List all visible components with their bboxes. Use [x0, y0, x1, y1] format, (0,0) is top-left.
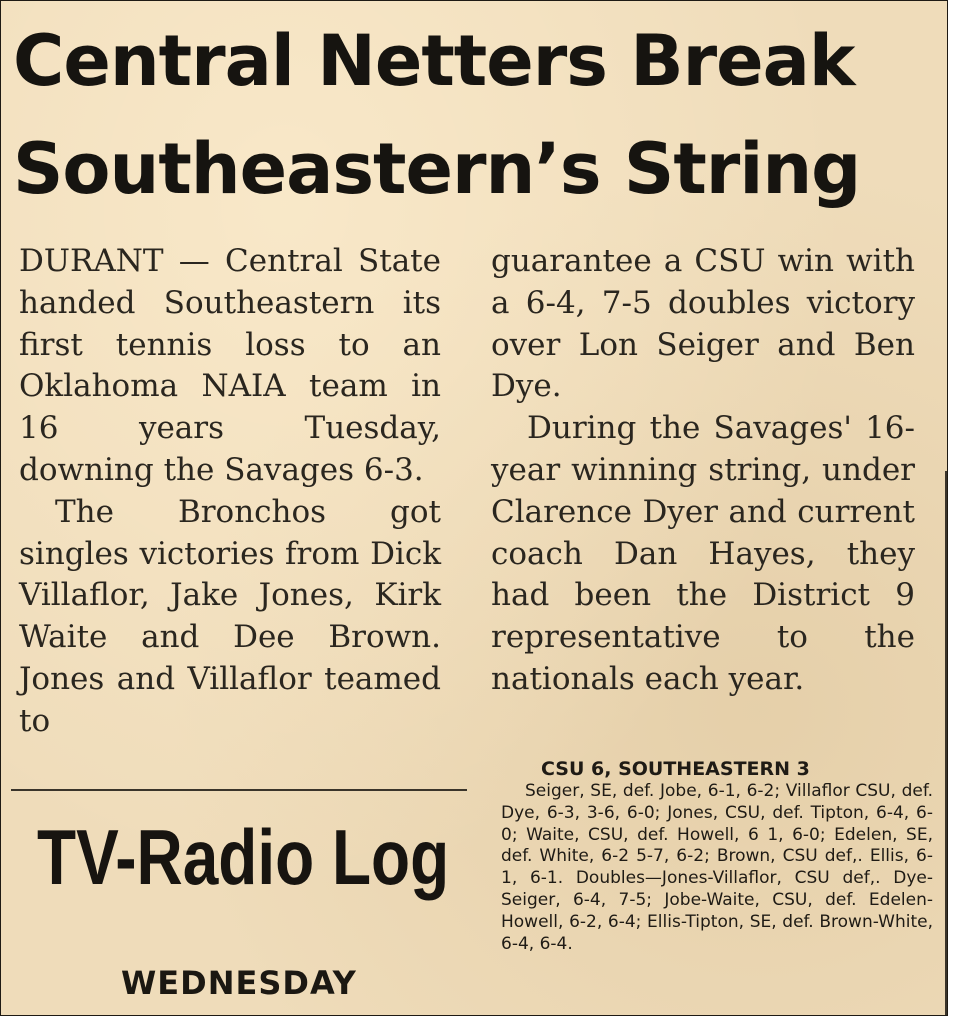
article-paragraph-1: DURANT — Central State handed Southeastern its first tennis loss to an Oklahoma NAIA team in 16 years Tuesday, downing the Savages 6-3. [19, 243, 441, 488]
section-divider [11, 789, 467, 791]
box-score-body: Seiger, SE, def. Jobe, 6-1, 6-2; Villaflor CSU, def. Dye, 6-3, 3-6, 6-0; Jones, CSU, def. Tipton, 6-4, 6-0; Waite, CSU, def. Howell, 6 1, 6-0; Edelen, SE, def. White, 6-2 5-7, 6-2; Brown, CSU def,. Ellis, 6-1, 6-1. Doubles—Jones-Villaflor, CSU def,. Dye-Seiger, 6-4, 7-5; Jobe-Waite, CSU, def. Edelen-Howell, 6-2, 6-4; Ellis-Tipton, SE, def. Brown-White, 6-4, 6-4. [501, 781, 933, 954]
day-heading: WEDNESDAY [121, 964, 357, 1002]
article-column-1 [19, 241, 441, 743]
column-border [945, 471, 947, 1016]
headline-line-2: Southeastern’s String [13, 128, 861, 210]
article-paragraph-2-start: The Bronchos got singles victories from Dick Villaflor, Jake Jones, Kirk Waite and Dee Brown. Jones and Villaflor teamed to [19, 493, 441, 739]
article-column-2 [491, 241, 915, 701]
tv-radio-log-heading: TV-Radio Log [37, 813, 450, 901]
headline [13, 7, 860, 223]
box-score-title: CSU 6, SOUTHEASTERN 3 [541, 758, 810, 780]
article-paragraph-2-end: guarantee a CSU win with a 6-4, 7-5 doubles victory over Lon Seiger and Ben Dye. [491, 243, 915, 405]
headline-line-1: Central Netters Break [13, 20, 855, 102]
article-paragraph-3: During the Savages' 16-year winning string, under Clarence Dyer and current coach Dan Hayes, they had been the District 9 representative to the nationals each year. [491, 410, 915, 697]
